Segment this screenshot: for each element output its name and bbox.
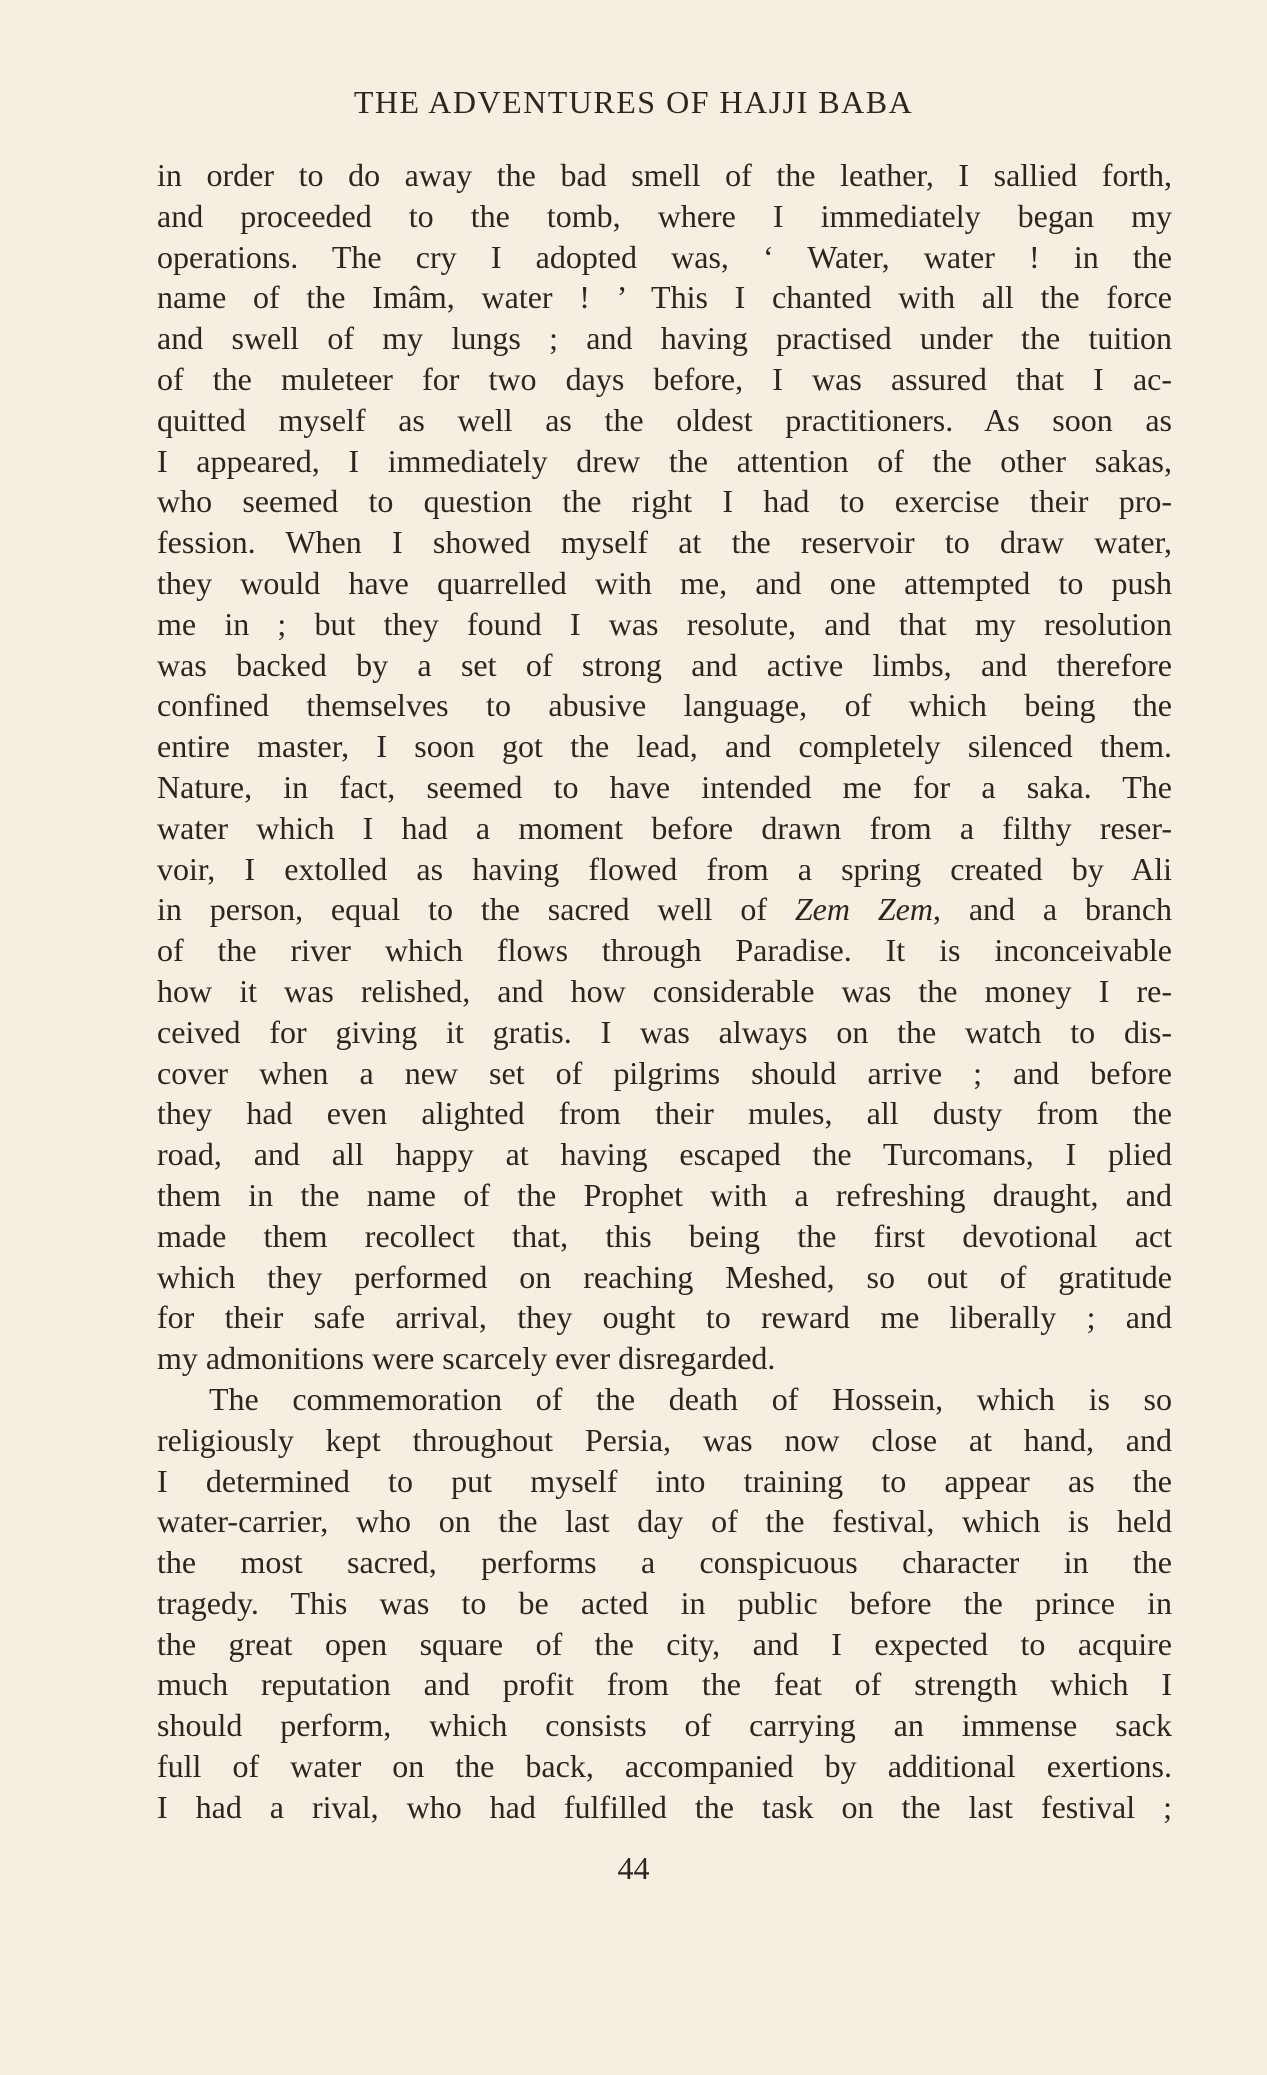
text-line: quitted myself as well as the oldest practitioners. As soon as: [157, 401, 1172, 438]
text-line: me in ; but they found I was resolute, and that my resolution: [157, 605, 1172, 642]
text-line: they would have quarrelled with me, and one attempted to push: [157, 564, 1172, 601]
body-text: [157, 155, 1172, 1828]
text-line: should perform, which consists of carrying an immense sack: [157, 1707, 1172, 1744]
text-line: of the river which flows through Paradise. It is inconceivable: [157, 932, 1172, 969]
running-title: THE ADVENTURES OF HAJJI BABA: [353, 84, 914, 120]
text-line: made them recollect that, this being the first devotional act: [157, 1217, 1172, 1254]
text-segment: in person, equal to the sacred well of: [157, 891, 767, 928]
text-line: road, and all happy at having escaped the Turcomans, I plied: [157, 1136, 1172, 1173]
text-line: name of the Imâm, water ! ’ This I chanted with all the force: [157, 279, 1172, 316]
text-line: I had a rival, who had fulfilled the task on the last festival ;: [157, 1788, 1172, 1825]
text-line: voir, I extolled as having flowed from a spring created by Ali: [157, 850, 1172, 887]
text-line: and swell of my lungs ; and having practised under the tuition: [157, 320, 1172, 357]
text-line: I appeared, I immediately drew the attention of the other sakas,: [157, 442, 1172, 479]
text-line: how it was relished, and how considerable was the money I re-: [157, 972, 1172, 1009]
text-line: the great open square of the city, and I expected to acquire: [157, 1625, 1172, 1662]
text-line: I determined to put myself into training to appear as the: [157, 1462, 1172, 1499]
text-line: Nature, in fact, seemed to have intended me for a saka. The: [157, 768, 1172, 805]
text-line: ceived for giving it gratis. I was always on the watch to dis-: [157, 1013, 1172, 1050]
text-line: tragedy. This was to be acted in public before the prince in: [157, 1584, 1172, 1621]
text-line: confined themselves to abusive language, of which being the: [157, 687, 1172, 724]
text-line: and proceeded to the tomb, where I immediately began my: [157, 197, 1172, 234]
text-segment: , and a branch: [932, 891, 1173, 928]
text-line: my admonitions were scarcely ever disregarded.: [157, 1340, 776, 1377]
italic-term: Zem Zem: [794, 891, 933, 928]
text-line: religiously kept throughout Persia, was now close at hand, and: [157, 1421, 1172, 1458]
paragraph-2: [157, 1379, 1172, 1828]
text-line: water which I had a moment before drawn from a filthy reser-: [157, 809, 1172, 846]
text-line: was backed by a set of strong and active limbs, and therefore: [157, 646, 1172, 683]
text-line: [157, 889, 1172, 930]
text-line: entire master, I soon got the lead, and completely silenced them.: [157, 728, 1172, 765]
text-line: them in the name of the Prophet with a refreshing draught, and: [157, 1176, 1172, 1213]
text-line: much reputation and profit from the feat of strength which I: [157, 1666, 1172, 1703]
text-line: full of water on the back, accompanied by additional exertions.: [157, 1748, 1172, 1785]
text-line: who seemed to question the right I had to exercise their pro-: [157, 483, 1172, 520]
text-line: in order to do away the bad smell of the leather, I sallied forth,: [157, 157, 1172, 193]
text-line: for their safe arrival, they ought to reward me liberally ; and: [157, 1299, 1172, 1336]
paragraph-1: [157, 155, 1172, 1379]
text-line: cover when a new set of pilgrims should arrive ; and before: [157, 1054, 1172, 1091]
text-line: water-carrier, who on the last day of the festival, which is held: [157, 1503, 1172, 1540]
text-line: the most sacred, performs a conspicuous character in the: [157, 1544, 1172, 1581]
text-line: operations. The cry I adopted was, ‘ Water, water ! in the: [157, 238, 1172, 275]
text-line: which they performed on reaching Meshed, so out of gratitude: [157, 1258, 1172, 1295]
text-line: fession. When I showed myself at the reservoir to draw water,: [157, 524, 1172, 561]
text-line: The commemoration of the death of Hossein, which is so: [209, 1380, 1172, 1417]
page-number: 44: [617, 1850, 650, 1886]
text-line: they had even alighted from their mules, all dusty from the: [157, 1095, 1172, 1132]
text-line: of the muleteer for two days before, I was assured that I ac-: [157, 360, 1172, 397]
